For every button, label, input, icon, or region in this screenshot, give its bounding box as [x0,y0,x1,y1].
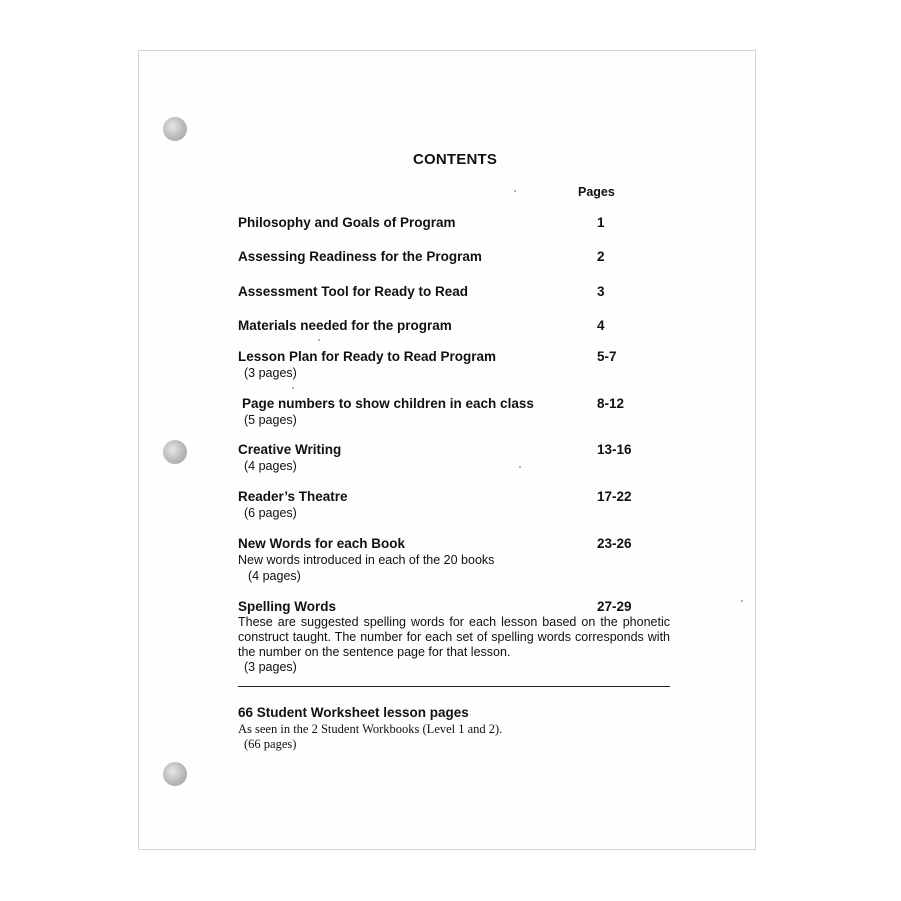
entry-title: Page numbers to show children in each class [242,396,534,411]
entry-title: Assessment Tool for Ready to Read [238,284,469,299]
worksheet-page-count: (66 pages) [244,737,297,751]
entry-page-count: (4 pages) [244,459,297,473]
entry-title: Lesson Plan for Ready to Read Program [238,349,497,364]
entry-description: These are suggested spelling words for each lesson based on the phonetic construct taught. The number for each set of spelling words corresponds with the number on the sentence page for that lesson. [238,615,670,660]
entry-title: Reader’s Theatre [238,489,348,504]
entry-pages: 27-29 [597,599,632,614]
entry-page-count: (3 pages) [244,366,297,380]
entry-title: Assessing Readiness for the Program [238,249,482,264]
worksheet-description: As seen in the 2 Student Workbooks (Level 1 and 2). [238,722,503,736]
entry-pages: 8-12 [597,396,625,411]
pages-column-header: Pages [578,185,615,199]
entry-page-count: (5 pages) [244,413,297,427]
entry-pages: 1 [597,215,605,230]
entry-description: New words introduced in each of the 20 books [238,553,495,567]
entry-title: Creative Writing [238,442,342,457]
entry-pages: 17-22 [597,489,632,504]
entry-title: Spelling Words [238,599,337,614]
entry-page-count: (3 pages) [244,660,297,674]
entry-pages: 3 [597,284,605,299]
entry-pages: 23-26 [597,536,632,551]
entry-page-count: (4 pages) [248,569,301,583]
entry-pages: 5-7 [597,349,617,364]
section-divider [238,686,670,687]
page-title: CONTENTS [413,151,498,168]
entry-title: New Words for each Book [238,536,406,551]
entry-pages: 2 [597,249,605,264]
entry-title: Materials needed for the program [238,318,452,333]
worksheet-title: 66 Student Worksheet lesson pages [238,705,469,720]
entry-pages: 4 [597,318,605,333]
entry-title: Philosophy and Goals of Program [238,215,456,230]
entry-page-count: (6 pages) [244,506,297,520]
entry-pages: 13-16 [597,442,632,457]
